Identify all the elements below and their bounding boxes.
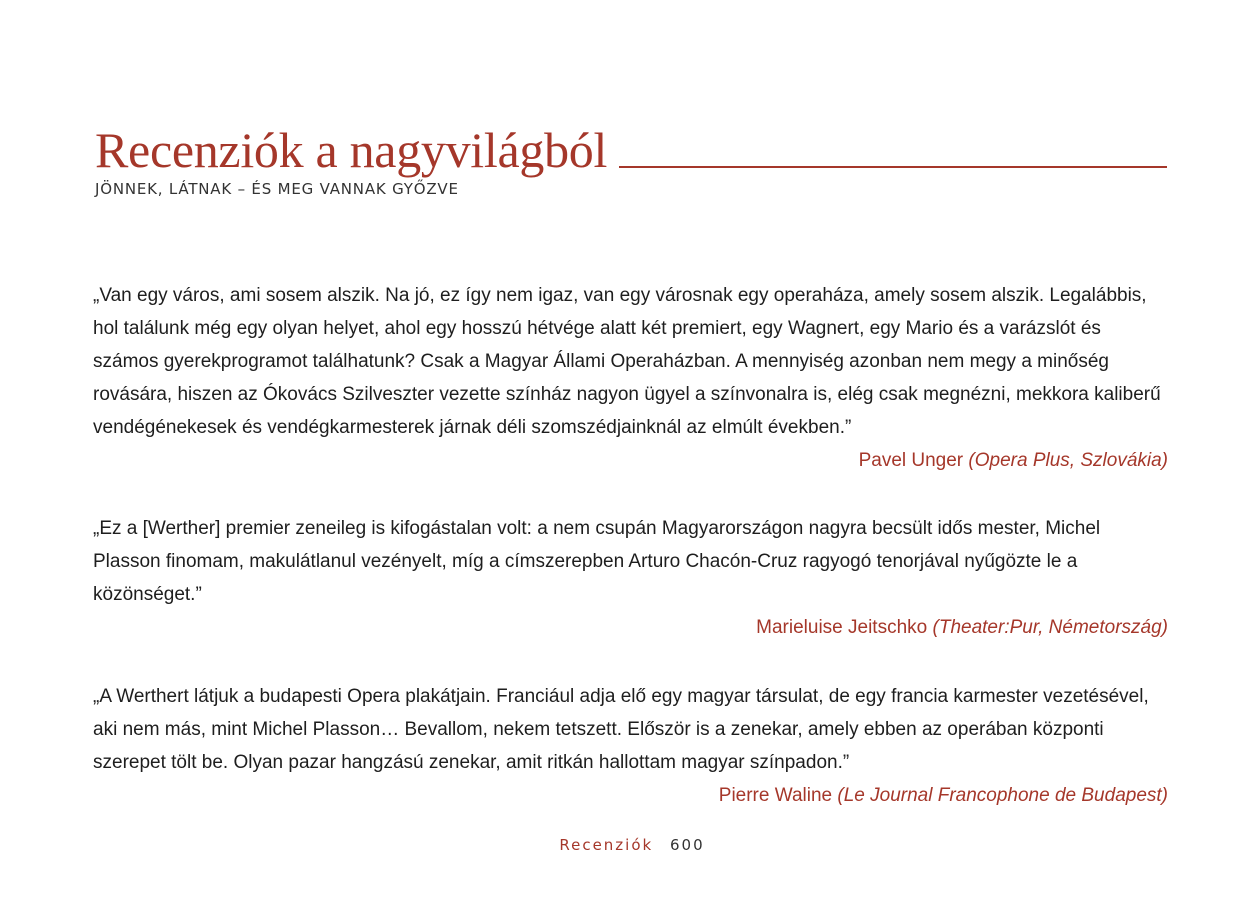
quote-source: (Le Journal Francophone de Budapest) xyxy=(837,785,1168,806)
page-footer xyxy=(0,836,1260,854)
title-rule xyxy=(619,166,1167,168)
quote-text: „Van egy város, ami sosem alszik. Na jó, ez így nem igaz, van egy városnak egy operaháza, amely sosem alszik. Legalábbis, hol találunk még egy olyan helyet, ahol egy hosszú hétvége alatt két premiert, egy Wagnert, egy Mario és a varázslót és számos gyerekprogramot találhatunk? Csak a Magyar Állami Operaházban. A mennyiség azonban nem megy a minőség rovására, hiszen az Ókovács Szilveszter vezette színház nagyon ügyel a színvonalra is, elég csak megnézni, mekkora kaliberű vendégénekesek és vendégkarmesterek járnak déli szomszédjainknál az elmúlt években.” xyxy=(93,285,1161,438)
quote-text: „Ez a [Werther] premier zeneileg is kifogástalan volt: a nem csupán Magyarországon nagyra becsült idős mester, Michel Plasson finomam, makulátlanul vezényelt, míg a címszerepben Arturo Chacón-Cruz ragyogó tenorjával nyűgözte le a közönséget.” xyxy=(93,518,1101,605)
review-quote-2 xyxy=(93,512,1168,644)
page-subtitle: JÖNNEK, LÁTNAK – ÉS MEG VANNAK GYŐZVE xyxy=(95,180,459,198)
quote-author: Marieluise Jeitschko xyxy=(756,617,928,638)
quote-attribution xyxy=(93,444,1168,477)
page-title: Recenziók a nagyvilágból xyxy=(95,122,608,178)
title-row xyxy=(95,120,1167,180)
page-header xyxy=(95,120,1167,198)
quote-source: (Opera Plus, Szlovákia) xyxy=(968,450,1168,471)
quote-text: „A Werthert látjuk a budapesti Opera plakátjain. Franciául adja elő egy magyar társulat, de egy francia karmester vezetésével, aki nem más, mint Michel Plasson… Bevallom, nekem tetszett. Először is a zenekar, amely ebben az operában központi szerepet tölt be. Olyan pazar hangzású zenekar, amit ritkán hallottam magyar színpadon.” xyxy=(93,686,1149,773)
quote-attribution xyxy=(93,779,1168,812)
review-quote-1 xyxy=(93,279,1168,477)
review-quote-3 xyxy=(93,680,1168,812)
footer-section-label: Recenziók xyxy=(559,836,654,854)
quote-source: (Theater:Pur, Németország) xyxy=(932,617,1168,638)
quote-author: Pierre Waline xyxy=(718,785,833,806)
quote-attribution xyxy=(93,611,1168,644)
page-number: 600 xyxy=(670,836,705,854)
quote-author: Pavel Unger xyxy=(858,450,964,471)
